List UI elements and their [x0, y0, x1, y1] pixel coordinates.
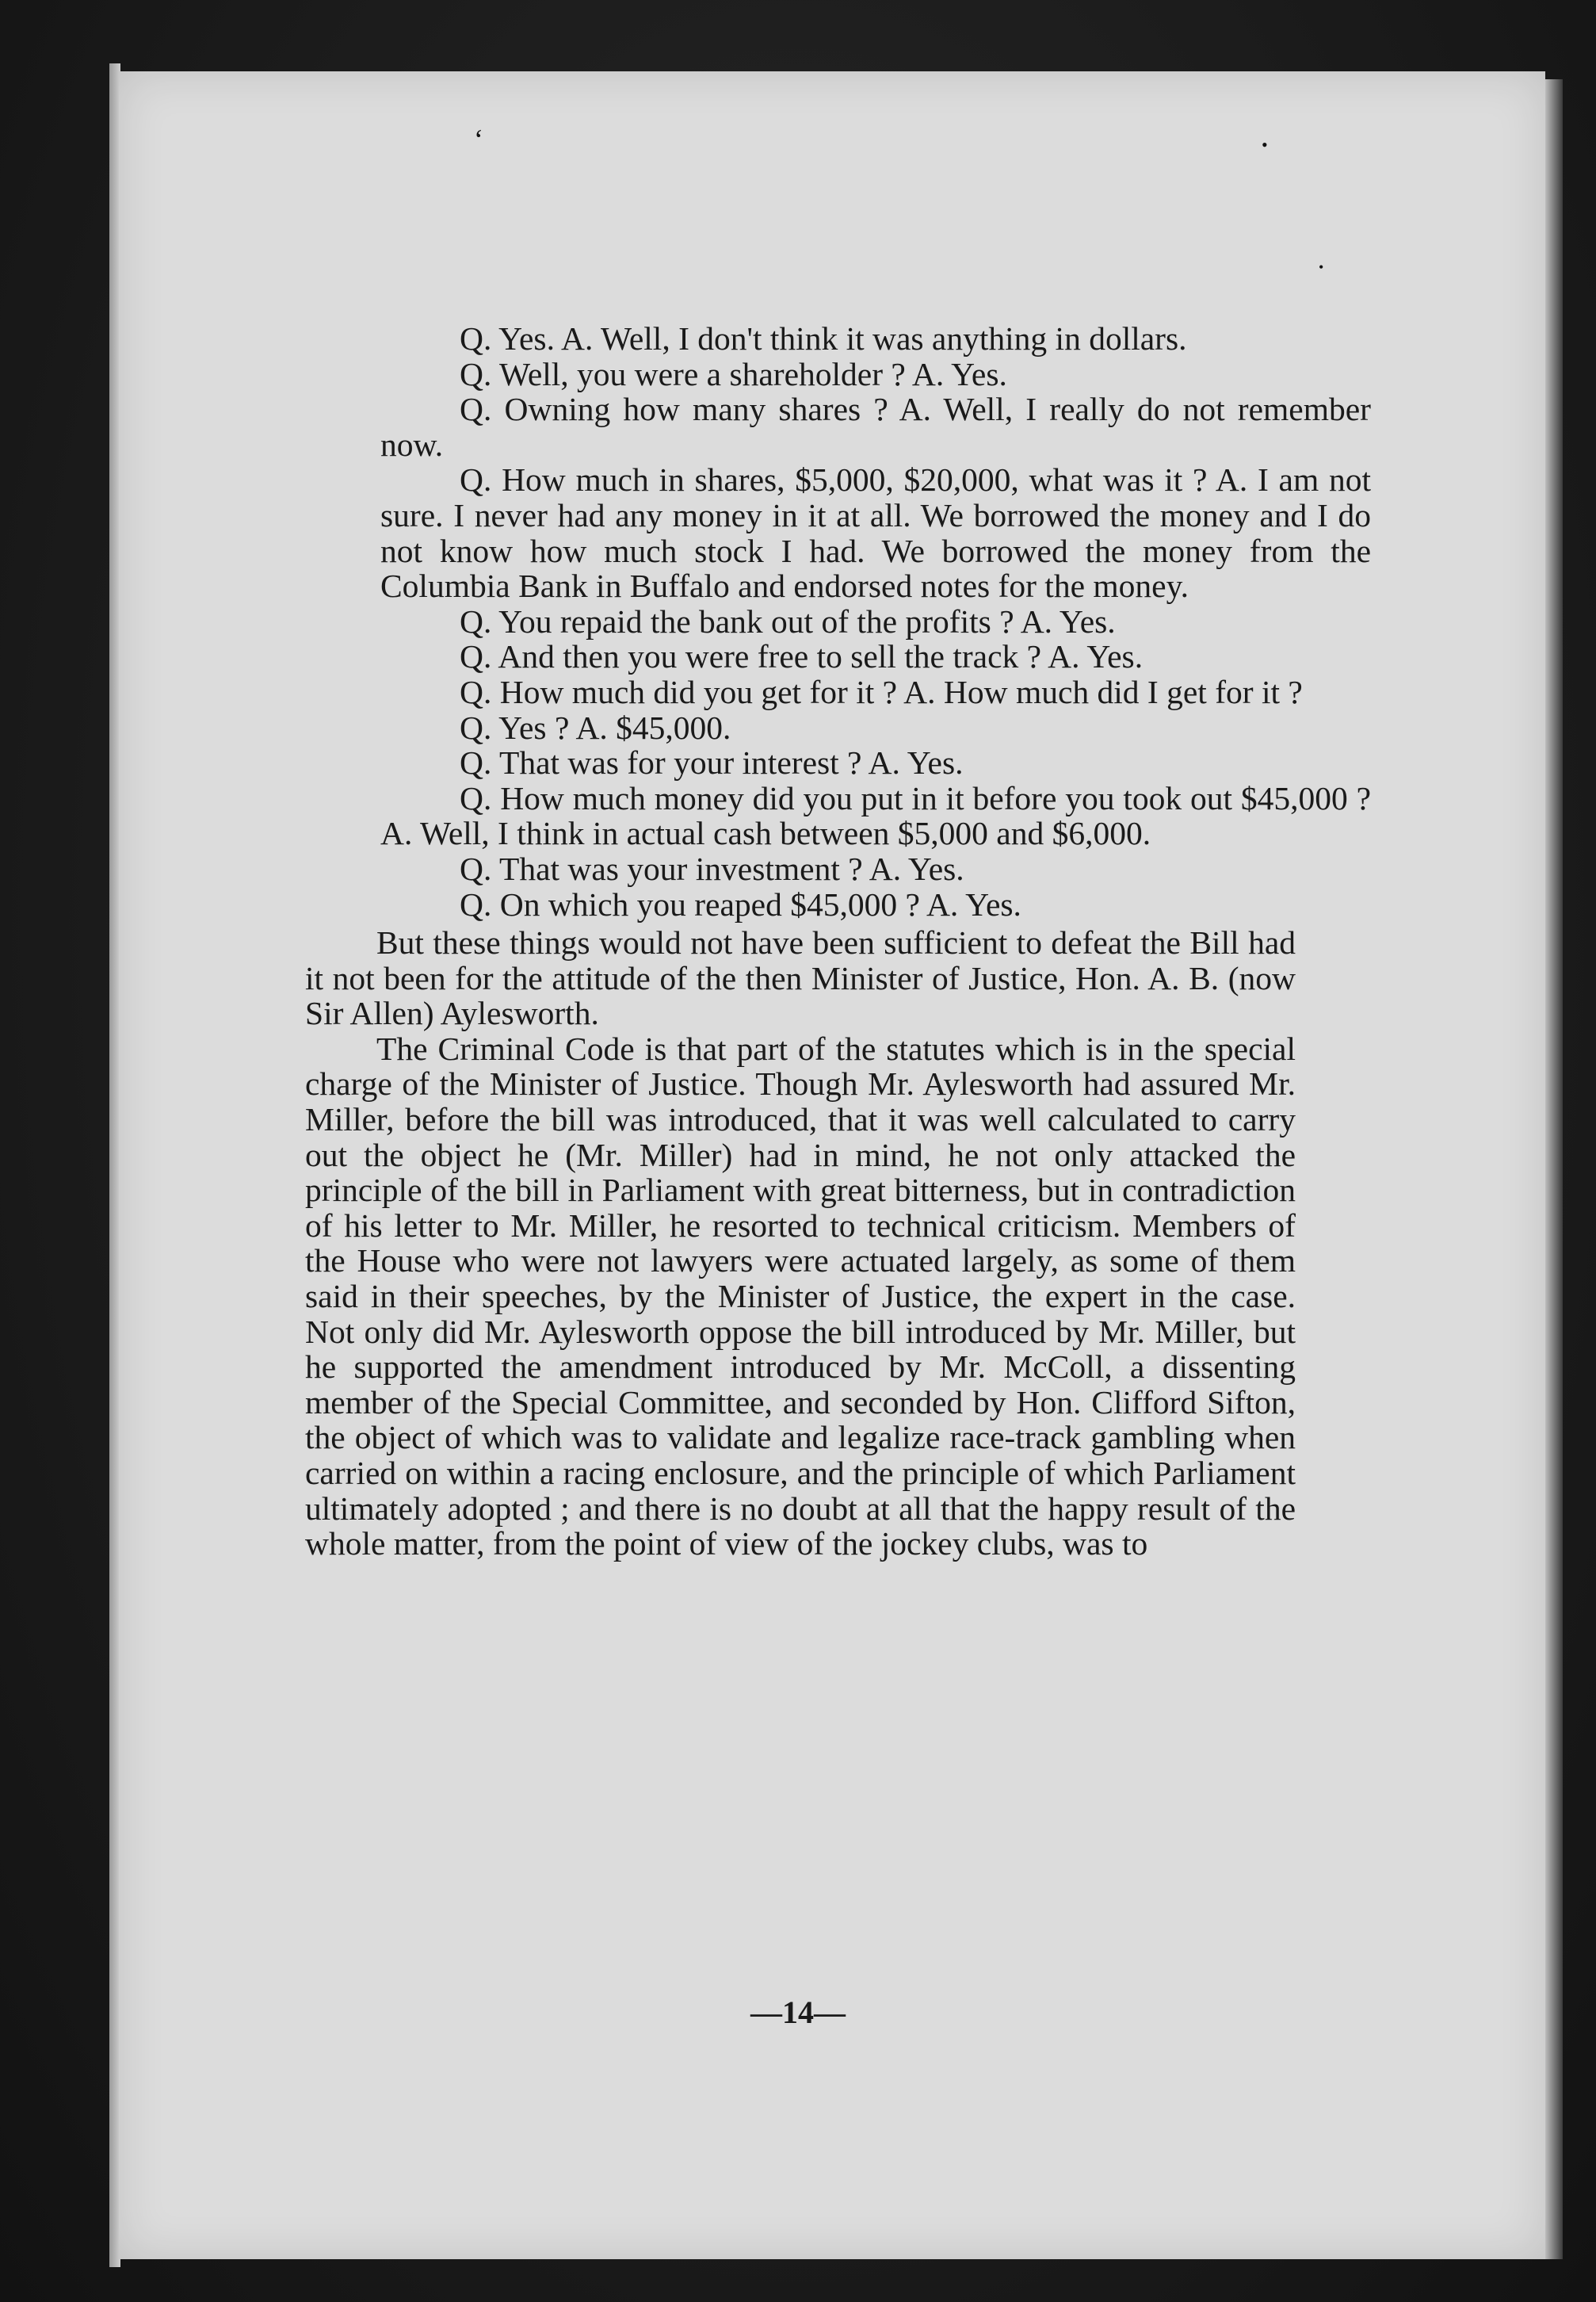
document-body — [305, 320, 1371, 1562]
qa-line: Q. Owning how many shares ? A. Well, I really do not remember now. — [380, 391, 1371, 463]
qa-line: Q. Yes ? A. $45,000. — [460, 709, 731, 746]
page-number: —14— — [750, 1994, 846, 2030]
qa-line: Q. How much money did you put in it before you took out $45,000 ? A. Well, I think in actual cash between $5,000 and $6,000. — [380, 779, 1371, 852]
body-paragraph: But these things would not have been sufficient to defeat the Bill had it not been for the attitude of the then Minister of Justice, Hon. A. B. (now Sir Allen) Aylesworth. — [305, 924, 1296, 1032]
ink-speck: ‘ — [474, 124, 483, 155]
qa-line: Q. That was your investment ? A. Yes. — [460, 850, 964, 887]
qa-line: Q. On which you reaped $45,000 ? A. Yes. — [460, 885, 1021, 923]
ink-speck: • — [1262, 135, 1268, 155]
qa-line: Q. You repaid the bank out of the profits ? A. Yes. — [460, 602, 1116, 640]
qa-line: Q. That was for your interest ? A. Yes. — [460, 744, 964, 782]
qa-line: Q. How much did you get for it ? A. How much did I get for it ? — [460, 673, 1303, 710]
qa-line: Q. And then you were free to sell the track ? A. Yes. — [460, 638, 1144, 675]
qa-line: Q. Yes. A. Well, I don't think it was anything in dollars. — [460, 320, 1187, 357]
body-paragraph: The Criminal Code is that part of the statutes which is in the special charge of the Minister of Justice. Though Mr. Aylesworth had assured Mr. Miller, before the bill was introduced, that it was well calculated to carry out the object he (Mr. Miller) had in mind, he not only attacked the principle of the bill in Parliament with great bitterness, but in contradiction of his letter to Mr. Miller, he resorted to technical criticism. Members of the House who were not lawyers were actuated largely, as some of them said in their speeches, by the Minister of Justice, the expert in the case. Not only did Mr. Aylesworth oppose the bill introduced by Mr. Miller, but he supported the amendment introduced by Mr. McColl, a dissenting member of the Special Committee, and seconded by Hon. Clifford Sifton, the object of which was to validate and legalize race-track gambling when carried on within a racing enclosure, and the principle of which Parliament ultimately adopted ; and there is no doubt at all that the happy result of the whole matter, from the point of view of the jockey clubs, was to — [305, 1030, 1296, 1562]
page-edge-right — [1545, 79, 1563, 2259]
qa-line: Q. Well, you were a shareholder ? A. Yes. — [460, 355, 1007, 392]
qa-line: Q. How much in shares, $5,000, $20,000, what was it ? A. I am not sure. I never had any money in it at all. We borrowed the money and I do not know how much stock I had. We borrowed the money from the Columbia Bank in Buffalo and endorsed notes for the money. — [380, 461, 1371, 605]
ink-speck: • — [1319, 259, 1324, 275]
